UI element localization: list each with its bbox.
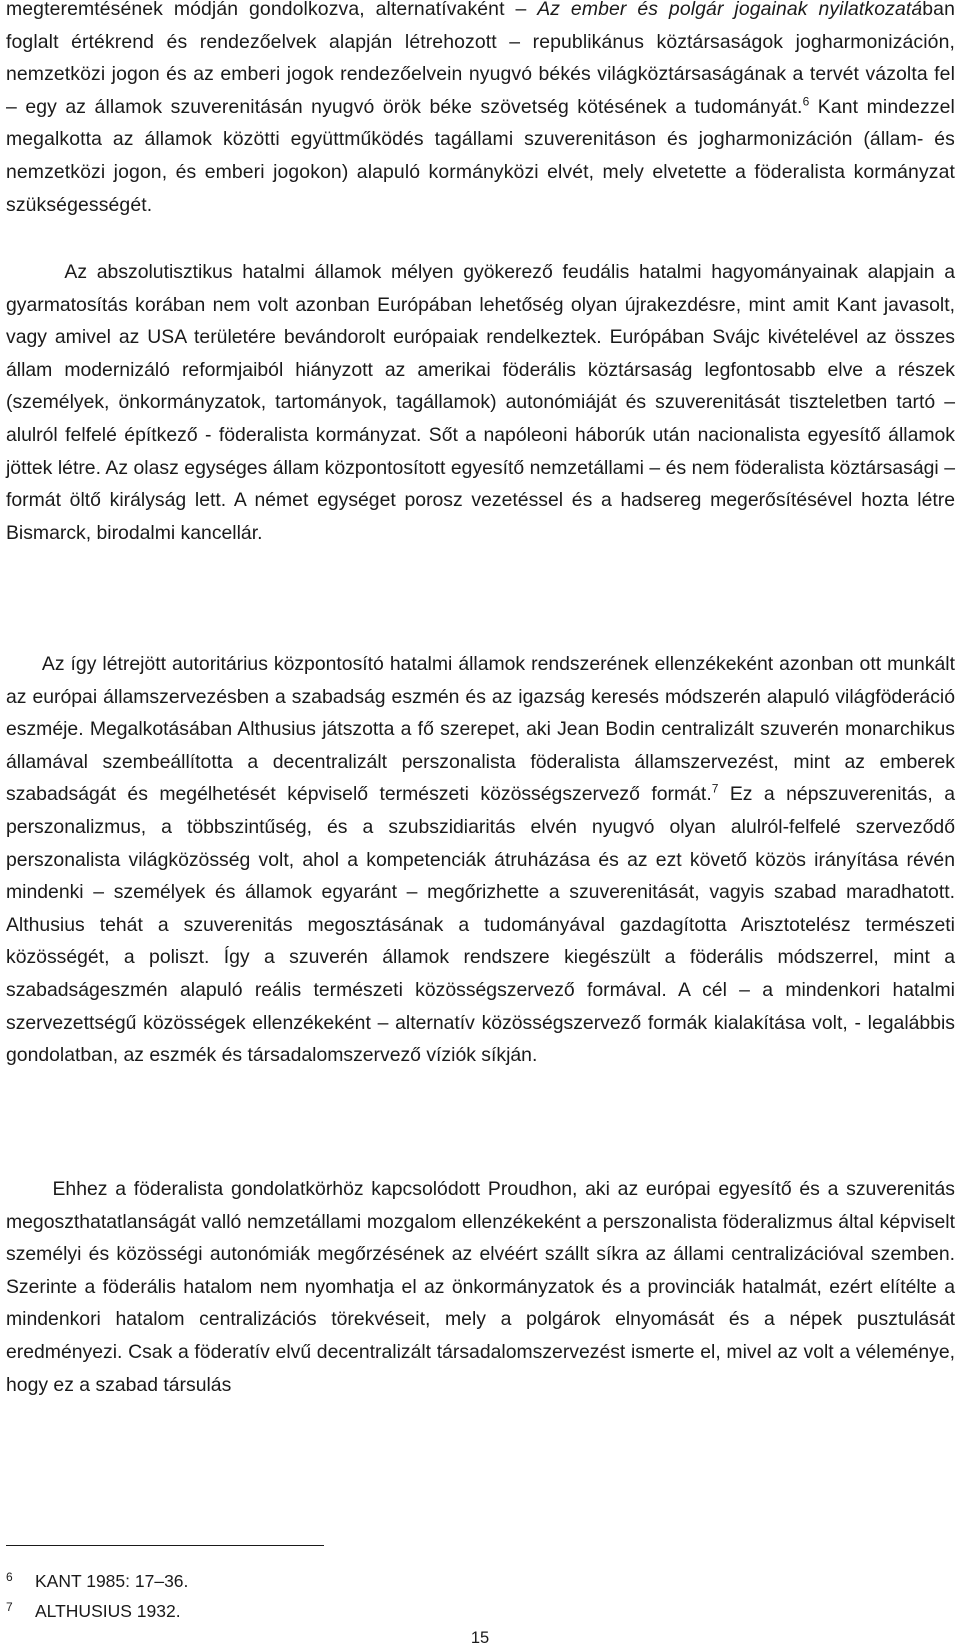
text-run: megteremtésének módján gondolkozva, alternatívaként –: [6, 0, 538, 20]
text-run: ban foglalt értékrend és rendezőelvek alapján létrehozott – republikánus köztársaságok jogharmonizáción, nemzetközi jogon és az emberi jogok rendezőelvein nyugvó békés világköztársaságának a tervét vázolta fel – egy az államok szuverenitásán nyugvó örök béke szövetség kötésének a tudományát.: [6, 0, 955, 118]
text-run: Ez a népszuverenitás, a perszonalizmus, a többszintűség, és a szubszidiaritás elvén nyugvó olyan alulról-felfelé szerveződő perszonalista világközösség volt, ahol a kompetenciák átruházása és az ezt követő közös irányítása révén mindenki – személyek és államok egyaránt – megőrizhette a szuverenitását, vagyis szabad maradhatott. Althusius tehát a szuverenitás megosztásának a tudományával gazdagította Arisztotelész természeti közösségét, a poliszt. Így a szuverén államok rendszere kiegészült a föderális módszerrel, mint a szabadságeszmén alapuló reális természeti közösségszervező formával. A cél – a mindenkori hatalmi szervezettségű közösségek ellenzékeként – alternatív közösségszervező formák kialakítása volt, - legalábbis gondolatban, az eszmék és társadalomszervező víziók síkján.: [6, 783, 955, 1067]
footnote-separator: [6, 1545, 324, 1546]
footnote-7: [6, 1600, 906, 1622]
page-number: 15: [470, 1629, 490, 1647]
text-run: Az abszolutisztikus hatalmi államok mélyen gyökerező feudális hatalmi hagyományainak alapjain a gyarmatosítás korában nem volt azonban Európában lehetőség olyan újrakezdésre, mint amit Kant javasolt, vagy amivel az USA területére bevándorolt európaiak rendelkeztek. Európában Svájc kivételével az összes állam modernizáló reformjaiból hiányzott az amerikai föderális köztársaság legfontosabb elve a részek (személyek, önkormányzatok, tartományok, tagállamok) autonómiáját és szuverenitását tiszteletben tartó – alulról felfelé építkező - föderalista kormányzat. Sőt a napóleoni háborúk után nacionalista egyesítő államok jöttek létre. Az olasz egységes állam központosított egyesítő nemzetállami – és nem föderalista köztársasági – formát öltő királyság lett. A német egységet porosz vezetéssel és a hadsereg megerősítésével hozta létre Bismarck, birodalmi kancellár.: [6, 261, 955, 544]
footnote-number: 6: [6, 1570, 13, 1584]
paragraph-2: [6, 256, 955, 549]
footnote-number: 7: [6, 1600, 13, 1614]
footnote-6: [6, 1570, 906, 1592]
footnote-text: ALTHUSIUS 1932.: [35, 1601, 181, 1621]
text-run: Kant mindezzel megalkotta az államok közötti együttműködés tagállami szuverenitáson és jogharmonizáción (állam- és nemzetközi jogon, és emberi jogokon) alapuló kormányközi elvét, mely elvetette a föderalista kormányzat szükségességét.: [6, 95, 955, 216]
footnote-reference: 7: [711, 781, 719, 796]
paragraph-4: [6, 1173, 955, 1401]
footnote-reference: 6: [802, 94, 810, 109]
text-run: Ehhez a föderalista gondolatkörhöz kapcsolódott Proudhon, aki az európai egyesítő és a szuverenitás megoszthatatlanságát valló nemzetállami mozgalom ellenzékeként a perszonalista föderalizmus által képviselt személyi és közösségi autonómiák megőrzésének az elvéért szállt síkra az állami centralizációval szemben. Szerinte a föderális hatalom nem nyomhatja el az önkormányzatok és a provinciák hatalmát, ezért elítélte a mindenkori hatalom centralizációs törekvéseit, mely a polgárok elnyomását és a népek pusztulását eredményezi. Csak a föderatív elvű decentralizált társadalomszervezést ismerte el, mivel az volt a véleménye, hogy ez a szabad társulás: [6, 1178, 955, 1396]
italic-title: Az ember és polgár jogainak nyilatkozatá: [537, 0, 923, 20]
paragraph-1: [6, 0, 955, 221]
footnote-text: KANT 1985: 17–36.: [35, 1571, 189, 1591]
text-run: Az így létrejött autoritárius központosító hatalmi államok rendszerének ellenzékeként azonban ott munkált az európai államszervezésben a szabadság eszmén és az igazság keresés módszerén alapuló világföderáció eszméje. Megalkotásában Althusius játszotta a fő szerepet, aki Jean Bodin centralizált szuverén monarchikus államával szembeállította a decentralizált perszonalista föderalista államszervezést, mint az emberek szabadságát és megélhetését képviselő természeti közösségszervező formát.: [6, 653, 955, 806]
paragraph-3: [6, 648, 955, 1072]
